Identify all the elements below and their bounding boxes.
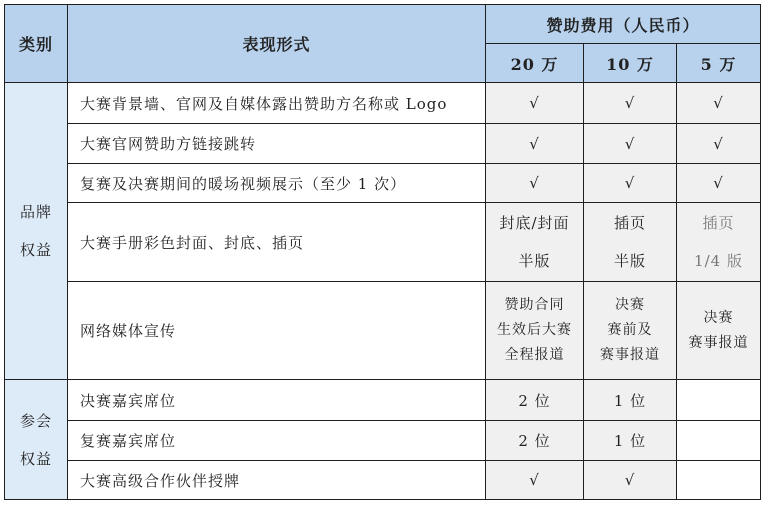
row-5-tier-5-line-2: 赛事报道	[688, 334, 749, 351]
row-3-tier-20: √	[485, 163, 584, 203]
group-attendance-line-1: 参会	[19, 411, 52, 430]
row-5-tier-10	[583, 281, 677, 380]
row-7-form: 复赛嘉宾席位	[67, 420, 486, 461]
row-5-tier-20-line-3: 全程报道	[504, 347, 565, 363]
header-fee: 赞助费用（人民币）	[485, 4, 761, 44]
row-1-form: 大赛背景墙、官网及自媒体露出赞助方名称或 Logo	[67, 82, 486, 124]
row-5-tier-20-line-1: 赞助合同	[504, 297, 565, 313]
row-4-tier-5-line-1: 插页	[702, 214, 735, 232]
group-attendance-rights	[4, 379, 68, 500]
row-8-tier-20: √	[485, 460, 584, 500]
row-1-tier-10: √	[583, 82, 677, 124]
row-5-tier-10-line-3: 赛事报道	[600, 347, 660, 363]
row-5-tier-10-line-2: 赛前及	[607, 322, 653, 338]
row-6-form: 决赛嘉宾席位	[67, 379, 486, 421]
row-4-tier-5-line-2: 1/4 版	[694, 252, 743, 270]
row-7-tier-10: 1 位	[583, 420, 677, 461]
header-tier-5: 5 万	[676, 43, 761, 83]
row-6-tier-10: 1 位	[583, 379, 677, 421]
row-2-tier-5: √	[676, 123, 761, 164]
group-attendance-line-2: 权益	[19, 449, 52, 468]
row-6-tier-5	[676, 379, 761, 421]
group-brand-line-2: 权益	[19, 241, 52, 259]
row-4-tier-10-line-1: 插页	[613, 214, 646, 232]
row-8-form: 大赛高级合作伙伴授牌	[67, 460, 486, 500]
row-5-tier-20-line-2: 生效后大赛	[497, 322, 572, 338]
row-2-tier-10: √	[583, 123, 677, 164]
row-3-form: 复赛及决赛期间的暖场视频展示（至少 1 次）	[67, 163, 486, 203]
header-tier-10: 10 万	[583, 43, 677, 83]
row-4-form: 大赛手册彩色封面、封底、插页	[67, 202, 486, 282]
group-brand-rights	[4, 82, 68, 380]
row-1-tier-20: √	[485, 82, 584, 124]
header-form: 表现形式	[67, 4, 486, 83]
row-7-tier-20: 2 位	[485, 420, 584, 461]
row-1-tier-5: √	[676, 82, 761, 124]
row-8-tier-5	[676, 460, 761, 500]
row-5-tier-5	[676, 281, 761, 380]
header-tier-20: 20 万	[485, 43, 584, 83]
row-4-tier-20-line-2: 半版	[518, 252, 551, 270]
row-4-tier-10-line-2: 半版	[613, 252, 646, 270]
row-5-tier-10-line-1: 决赛	[615, 297, 645, 313]
row-4-tier-10	[583, 202, 677, 282]
row-4-tier-20	[485, 202, 584, 282]
row-3-tier-10: √	[583, 163, 677, 203]
group-brand-line-1: 品牌	[19, 203, 52, 221]
row-2-form: 大赛官网赞助方链接跳转	[67, 123, 486, 164]
row-5-tier-20	[485, 281, 584, 380]
row-5-tier-5-line-1: 决赛	[703, 309, 734, 326]
row-6-tier-20: 2 位	[485, 379, 584, 421]
header-category: 类别	[4, 4, 68, 83]
row-4-tier-20-line-1: 封底/封面	[499, 214, 570, 232]
row-8-tier-10: √	[583, 460, 677, 500]
row-3-tier-5: √	[676, 163, 761, 203]
row-2-tier-20: √	[485, 123, 584, 164]
row-5-form: 网络媒体宣传	[67, 281, 486, 380]
row-7-tier-5	[676, 420, 761, 461]
row-4-tier-5	[676, 202, 761, 282]
